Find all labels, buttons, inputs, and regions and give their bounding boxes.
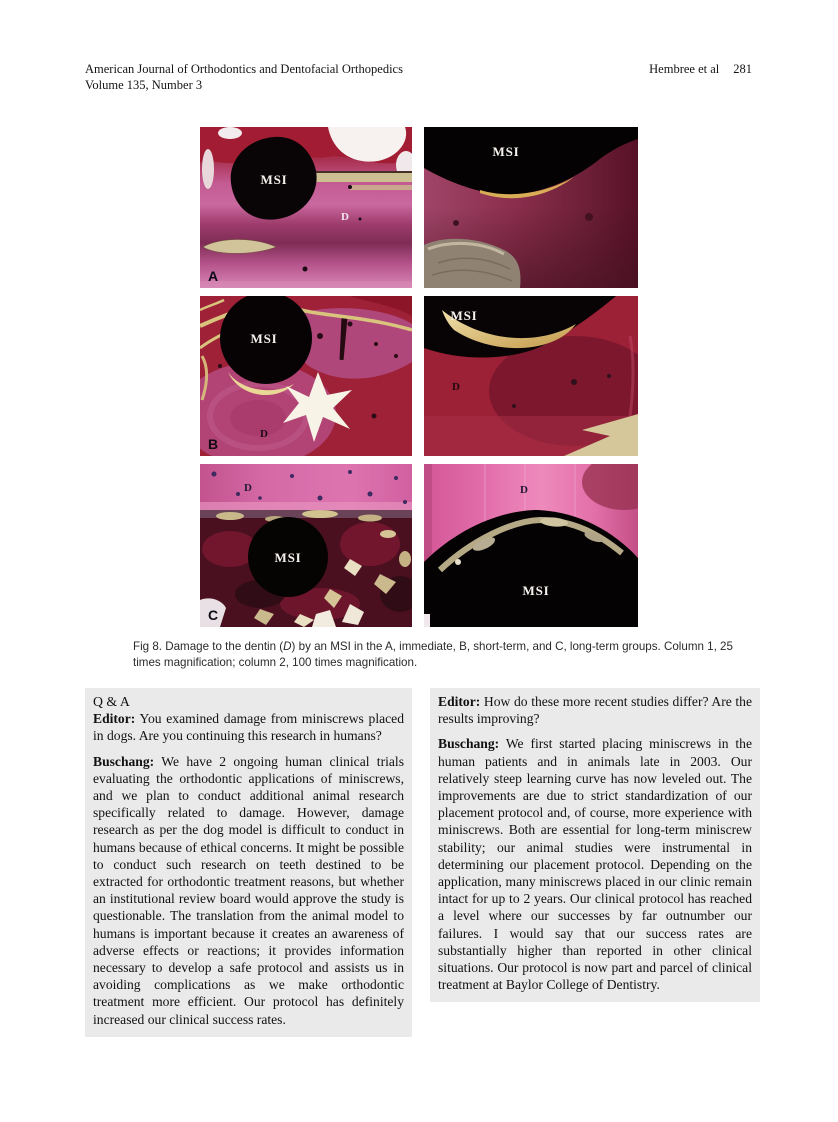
answer-text: We have 2 ongoing human clinical trials evaluating the orthodontic applications of miniscrews, and we plan to conduct additional animal research specifically related to damage. However, damage research as per the dog model is difficult to conduct in humans because of ethical concerns. It might be possible to conduct such research on teeth destined to be extracted for orthodontic treatment reasons, but whether an institutional review board would approve the study is questionable. The translation from the animal model to humans is important because it creates an awareness of adverse effects or reactions; it provides information necessary to develop a safe protocol and assists us in avoiding complications as we make orthodontic treatment more efficient. Our protocol has definitely increased our clinical success rates. — [93, 753, 404, 1027]
qa-answer-right — [438, 735, 752, 993]
qa-answer-left — [93, 753, 404, 1028]
figure-caption — [133, 639, 757, 671]
buschang-label: Buschang: — [93, 753, 155, 769]
question-text: How do these more recent studies differ? Are the results improving? — [438, 694, 752, 727]
caption-text-start: Fig 8. Damage to the dentin ( — [133, 640, 284, 653]
msi-label: MSI — [260, 172, 288, 187]
msi-label: MSI — [450, 308, 478, 323]
micrograph-panel-a-25x — [200, 127, 412, 288]
dentin-label: D — [520, 484, 528, 496]
dentin-label: D — [260, 428, 268, 440]
caption-dentin-abbrev: D — [283, 640, 292, 653]
figure-8-panel-grid — [200, 127, 638, 627]
dentin-label: D — [341, 211, 349, 223]
running-header-right — [0, 61, 752, 77]
answer-text: We first started placing miniscrews in the human patients and in animals late in 2003. Our relatively steep learning curve has now leveled out. The improvements are due to strict standardization of our placement protocol and, of course, more experience with miniscrews. Both are essential for long-term miniscrew stability; our animal studies were instrumental in determining our placement protocol. Depending on the application, many miniscrews placed in our clinic remain intact for up to 2 years. Our clinical protocol has reached a level where our successes by far outnumber our failures. I would say that our success rates are substantially higher than reported in other clinical situations. Our protocol is now part and parcel of clinical treatment at Baylor College of Dentistry. — [438, 736, 752, 993]
page-number: 281 — [733, 62, 752, 76]
question-text: You examined damage from miniscrews placed in dogs. Are you continuing this research in humans? — [93, 711, 404, 744]
micrograph-panel-c-25x — [200, 464, 412, 627]
dentin-label: D — [244, 482, 252, 494]
journal-title: American Journal of Orthodontics and Dentofacial Orthopedics — [85, 62, 403, 76]
panel-letter: C — [208, 607, 219, 623]
qa-heading: Q & A — [93, 694, 130, 709]
micrograph-panel-b-100x — [424, 296, 638, 456]
tissue-band — [200, 281, 412, 288]
caption-text-end: ) by an MSI in the A, immediate, B, short-term, and C, long-term groups. Column 1, 25 times magnification; column 2, 100 times magnification. — [133, 640, 733, 669]
dentin-core — [230, 400, 286, 436]
dentin-label: D — [452, 381, 460, 393]
msi-label: MSI — [250, 331, 278, 346]
qa-box-right — [430, 688, 760, 1002]
msi-label: MSI — [492, 144, 520, 159]
qa-box-left — [85, 688, 412, 1037]
void-white-patch — [202, 149, 214, 189]
void-white-patch — [218, 127, 242, 139]
qa-question-right — [438, 693, 752, 727]
qa-question-left — [93, 710, 404, 744]
dentin-band-edge — [200, 502, 412, 510]
journal-volume: Volume 135, Number 3 — [85, 78, 203, 92]
running-authors: Hembree et al — [649, 62, 720, 76]
void-white-patch — [424, 614, 430, 627]
editor-label: Editor: — [93, 711, 136, 727]
editor-label: Editor: — [438, 694, 481, 709]
buschang-label: Buschang: — [438, 736, 500, 752]
micrograph-panel-b-25x — [200, 296, 412, 456]
panel-letter: B — [208, 436, 219, 452]
micrograph-panel-a-100x — [424, 127, 638, 288]
msi-label: MSI — [522, 583, 550, 598]
panel-letter: A — [208, 268, 219, 284]
msi-label: MSI — [274, 550, 302, 565]
bone-sliver — [350, 185, 412, 190]
micrograph-panel-c-100x — [424, 464, 638, 627]
